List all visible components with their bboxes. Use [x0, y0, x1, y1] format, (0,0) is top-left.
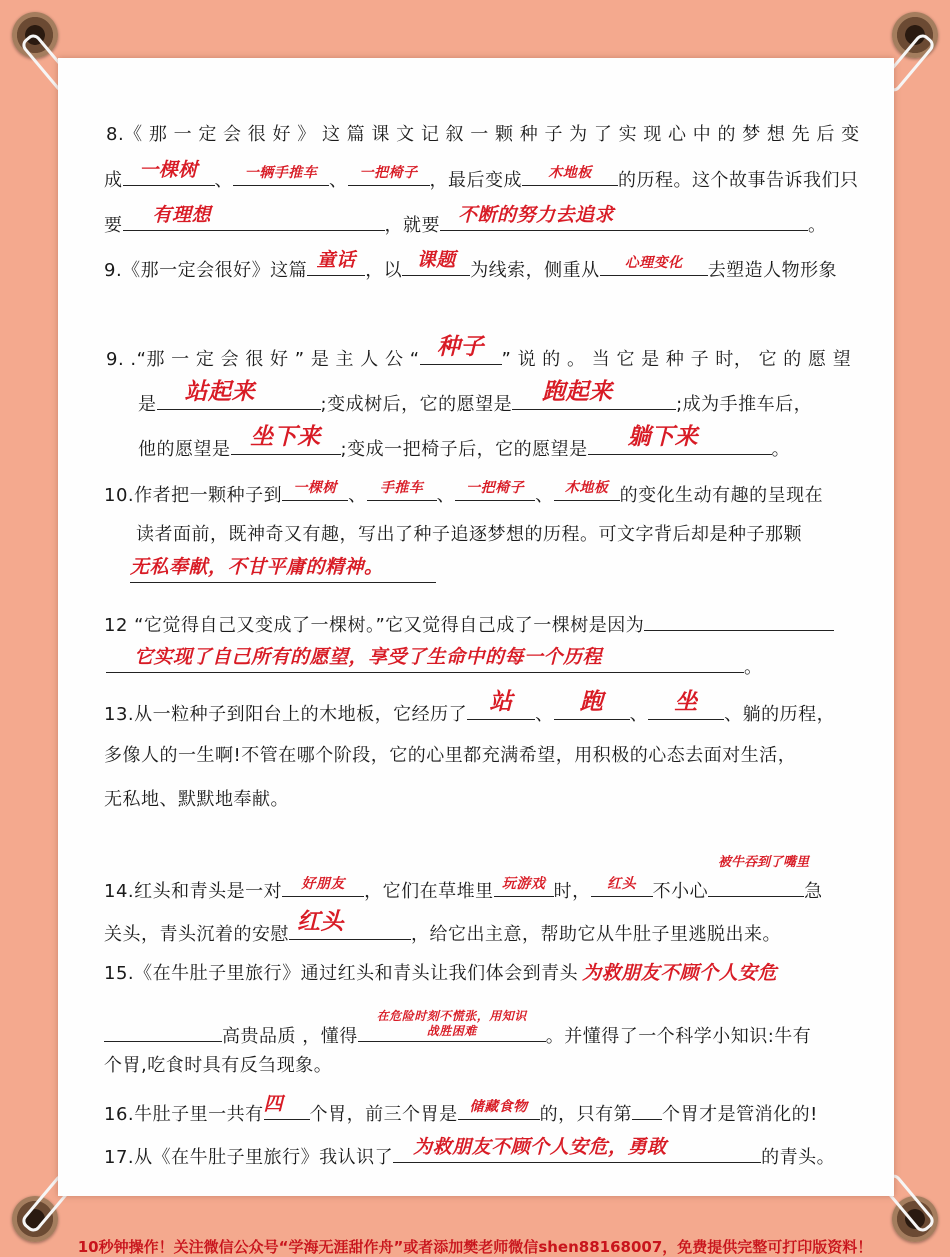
q12-line2: 它实现了自己所有的愿望，享受了生命中的每一个历程 。: [106, 648, 763, 679]
q9b-blank-4[interactable]: 坐下来: [231, 430, 341, 455]
q10-blank-2[interactable]: 手推车: [367, 476, 437, 501]
q13-blank-2[interactable]: 跑: [554, 695, 630, 720]
q10-blank-4[interactable]: 木地板: [554, 476, 620, 501]
q8-line1: 8.《 那 一 定 会 很 好 》 这 篇 课 文 记 叙 一 颗 种 子 为 了 实 现 心 中 的 梦 想 先 后 变: [106, 124, 860, 145]
q9a-blank-2[interactable]: 课题: [402, 251, 470, 276]
q13-line2: 多像人的一生啊!不管在哪个阶段，它的心里都充满希望，用积极的心态去面对生活，: [104, 745, 797, 766]
q14-note: 被牛吞到了嘴里: [718, 855, 810, 870]
q14-blank-4[interactable]: [708, 872, 804, 897]
q16-blank-3[interactable]: [632, 1095, 662, 1120]
q12-blank-1[interactable]: 它实现了自己所有的愿望，享受了生命中的每一个历程: [106, 648, 744, 673]
q10-line1: 10.作者把一颗种子到 一棵树 、 手推车 、 一把椅子 、 木地板 的变化生动有趣的呈现在: [104, 476, 823, 507]
q9b-line2: 是 站起来 ;变成树后，它的愿望是 跑起来 ;成为手推车后，: [138, 378, 813, 415]
q12-blank-top[interactable]: [644, 606, 834, 631]
q8-blank-2[interactable]: 一辆手推车: [233, 161, 329, 186]
q9b-blank-1[interactable]: 种子: [420, 340, 502, 365]
q14-blank-3[interactable]: 红头: [591, 872, 653, 897]
q10-blank-5[interactable]: 无私奉献，不甘平庸的精神。: [130, 558, 436, 583]
q16-blank-1[interactable]: 四: [264, 1095, 310, 1120]
footer-promo: 10秒钟操作！关注微信公众号“学海无涯甜作舟”或者添加樊老师微信shen88168007，免费提供完整可打印版资料！: [77, 1238, 873, 1256]
q8-blank-6[interactable]: 不断的努力去追求: [440, 206, 808, 231]
q8-blank-3[interactable]: 一把椅子: [348, 161, 430, 186]
q9b-line3: 他的愿望是 坐下来 ;变成一把椅子后，它的愿望是 躺下来 。: [138, 423, 791, 460]
q15-line1: 15.《在牛肚子里旅行》通过红头和青头让我们体会到青头 为救朋友不顾个人安危: [104, 962, 778, 984]
q9b-blank-3[interactable]: 跑起来: [512, 385, 676, 410]
q9a-blank-3[interactable]: 心理变化: [600, 251, 708, 276]
q9b-line1: 9. .“那 一 定 会 很 好 ” 是 主 人 公 “ 种子 ” 说 的 。 当 它 是 种 子 时， 它 的 愿 望: [106, 333, 852, 370]
q9b-blank-2[interactable]: 站起来: [157, 385, 321, 410]
q15-line3: 个胃,吃食时具有反刍现象。: [104, 1055, 333, 1076]
q8-line2: 成 一棵树 、 一辆手推车 、 一把椅子 ，最后变成 木地板 的历程。这个故事告诉我们只: [104, 159, 859, 191]
q10-line2: 读者面前，既神奇又有趣，写出了种子追逐梦想的历程。可文字背后却是种子那颗: [136, 524, 802, 545]
q15-answer-1: 为救朋友不顾个人安危: [582, 962, 778, 984]
q17-line: 17.从《在牛肚子里旅行》我认识了 为救朋友不顾个人安危，勇敢 的青头。: [104, 1136, 836, 1168]
q14-blank-1[interactable]: 好朋友: [282, 872, 364, 897]
q8-blank-5[interactable]: 有理想: [123, 206, 385, 231]
q8-blank-1[interactable]: 一棵树: [123, 161, 215, 186]
q13-line1: 13.从一粒种子到阳台上的木地板，它经历了 站 、 跑 、 坐 、躺的历程，: [104, 688, 836, 725]
q16-blank-2[interactable]: 储藏食物: [458, 1095, 540, 1120]
q14-line1: 14.红头和青头是一对 好朋友 ，它们在草堆里 玩游戏 时， 红头 不小心 急: [104, 872, 823, 903]
q15-line2: 高贵品质 ，懂得 在危险时刻不慌张，用知识 战胜困难 。并懂得了一个科学小知识:牛有: [104, 1005, 811, 1048]
q13-line3: 无私地、默默地奉献。: [104, 789, 289, 810]
q13-blank-3[interactable]: 坐: [648, 695, 724, 720]
q14-blank-2[interactable]: 玩游戏: [494, 872, 554, 897]
q14-line2: 关头，青头沉着的安慰 红头 ，给它出主意，帮助它从牛肚子里逃脱出来。: [104, 908, 781, 945]
q16-line: 16.牛肚子里一共有 四 个胃，前三个胃是 储藏食物 的，只有第 个胃才是管消化的!: [104, 1093, 818, 1125]
q8-line3: 要 有理想 ，就要 不断的努力去追求 。: [104, 204, 827, 236]
q9b-blank-5[interactable]: 躺下来: [588, 430, 772, 455]
q12-line1: 12 “它觉得自己又变成了一棵树。”它又觉得自己成了一棵树是因为: [104, 606, 834, 637]
q15-blank-top[interactable]: [104, 1017, 222, 1042]
q8-blank-4[interactable]: 木地板: [522, 161, 618, 186]
q9a-line: 9.《那一定会很好》这篇 童话 ，以 课题 为线索，侧重从 心理变化 去塑造人物形象: [104, 249, 838, 281]
q14-blank-5[interactable]: 红头: [289, 915, 411, 940]
q17-blank-1[interactable]: 为救朋友不顾个人安危，勇敢: [393, 1138, 761, 1163]
q10-blank-3[interactable]: 一把椅子: [455, 476, 535, 501]
worksheet-paper: [58, 58, 894, 1196]
q15-blank-2[interactable]: 在危险时刻不慌张，用知识 战胜困难: [358, 1005, 546, 1042]
q10-blank-1[interactable]: 一棵树: [282, 476, 348, 501]
q9a-blank-1[interactable]: 童话: [307, 251, 365, 276]
q13-blank-1[interactable]: 站: [467, 695, 535, 720]
q10-line3: [130, 558, 436, 588]
